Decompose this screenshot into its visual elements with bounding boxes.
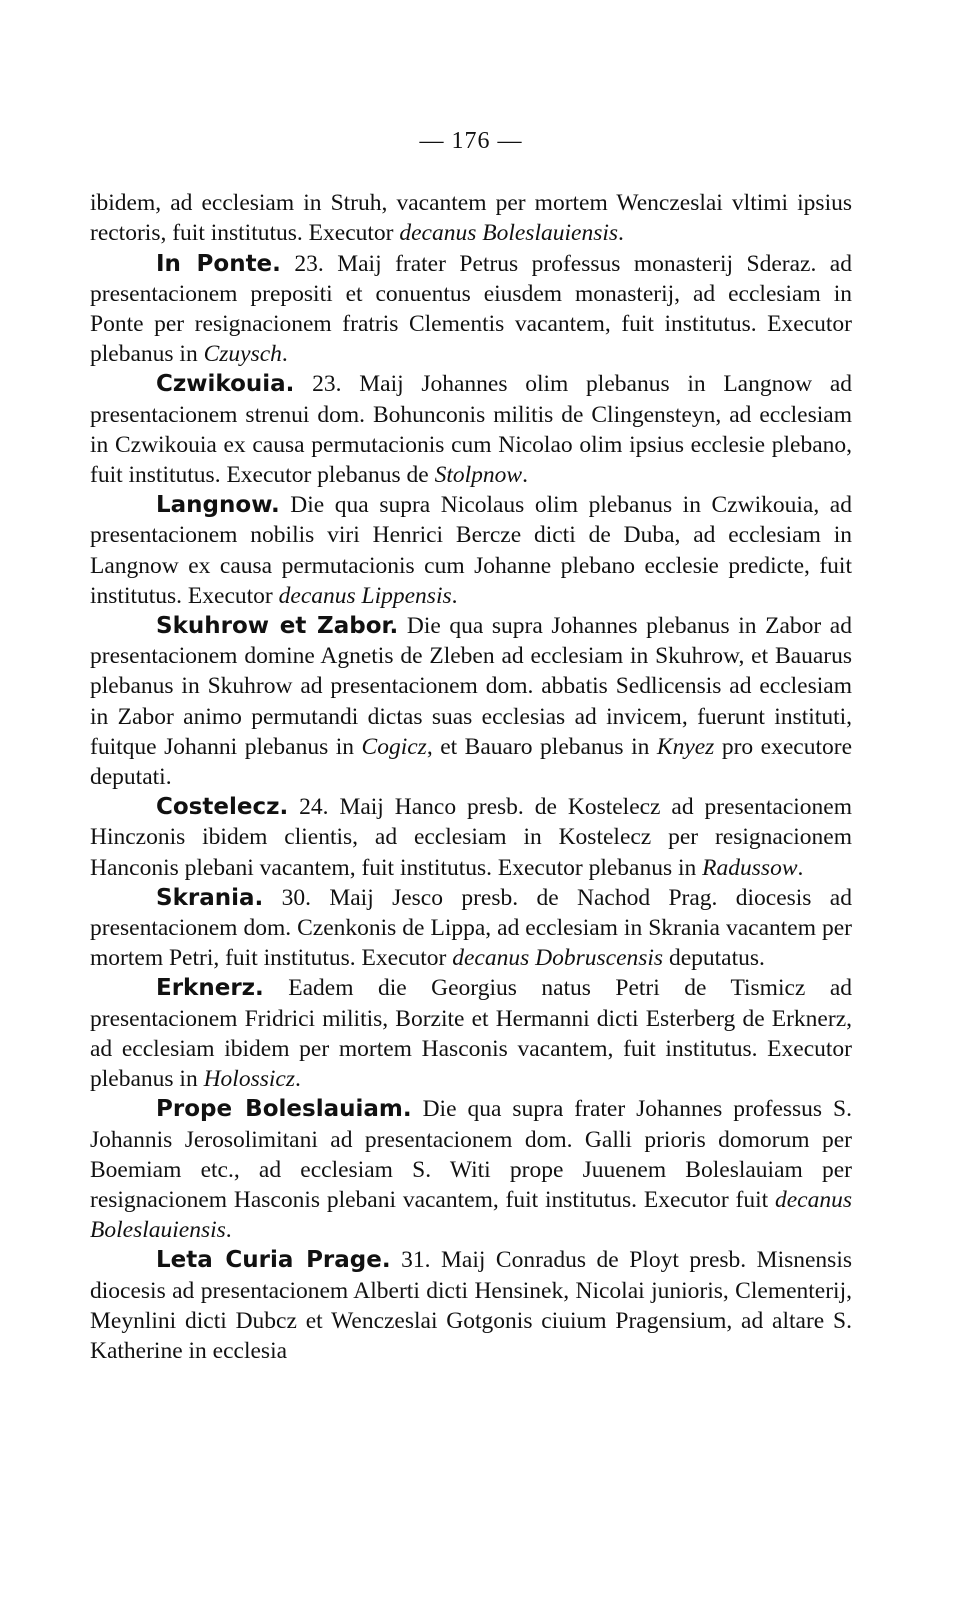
entry-text-mid: , et Bauaro plebanus in [426, 733, 657, 760]
entry-text-end: pro executore deputati. [90, 733, 853, 791]
entry-heading: Langnow. [156, 492, 280, 519]
entry-executor: Radussow [702, 854, 798, 881]
entry-heading: Prope Boleslauiam. [156, 1096, 412, 1123]
entry-text: 23. Maij Johannes olim plebanus in Langnow ad presentacionem strenui dom. Bohunconis militis de Clingensteyn, ad ecclesiam in Czwikouia ex causa permutacionis cum Nicolao olim ipsius ecclesie plebano, fuit institutus. Executor plebanus de [90, 371, 852, 489]
entry-heading: Czwikouia. [156, 371, 295, 398]
entry-heading: Leta Curia Prage. [156, 1247, 391, 1274]
entry-leta-curia-prage [90, 1245, 852, 1366]
entry-text: 31. Maij Conradus de Ployt presb. Misnensis diocesis ad presentacionem Alberti dicti Hensinek, Nicolai junioris, Clementerij, Meynlini dicti Dubcz et Wenczeslai Gotgonis ciuium Pragensium, ad altare S. Katherine in ecclesia [90, 1247, 852, 1364]
entry-text-end: . [797, 854, 804, 881]
entry-text-end: . [522, 462, 528, 489]
entry-skrania [90, 883, 852, 974]
entry-executor: Holossicz [203, 1066, 295, 1093]
entry-executor: decanus Boleslauiensis [90, 1186, 852, 1244]
entry-heading: Erknerz. [156, 975, 264, 1002]
document-page [90, 126, 852, 1366]
entry-text-end: . [451, 582, 458, 609]
entry-text: Die qua supra frater Johannes professus S. Johannis Jerosolimitani ad presentacionem dom. Galli prioris domorum per Boemiam etc., ad ecclesiam S. Witi prope Juuenem Boleslauiam per resignacionem Hasconis plebani vacantem, fuit institutus. Executor fuit [90, 1096, 852, 1213]
entry-in-ponte [90, 249, 852, 370]
entry-heading: In Ponte. [156, 250, 281, 277]
entry-langnow [90, 490, 852, 611]
entry-text: 23. Maij frater Petrus professus monasterij Sderaz. ad presentacionem prepositi et conuentus eiusdem monasterij, ad ecclesiam in Ponte per resignacionem fratris Clementis vacantem, fuit institutus. Executor plebanus in [90, 250, 852, 368]
entry-czwikouia [90, 369, 852, 490]
entry-executor: decanus Boleslauiensis [399, 220, 619, 247]
entry-executor: decanus Dobruscensis [452, 945, 664, 972]
entry-executor-2: Knyez [656, 733, 715, 760]
entry-heading: Costelecz. [156, 794, 289, 821]
entry-heading: Skrania. [156, 884, 264, 911]
entry-text-end: . [294, 1066, 301, 1093]
entry-text-end: . [281, 341, 288, 368]
page-number: — 176 — [419, 128, 523, 154]
entry-prope-boleslauiam [90, 1094, 852, 1245]
entry-executor: decanus Lippensis [278, 582, 452, 609]
entry-text-end: deputatus. [663, 945, 765, 972]
entry-continuation [90, 188, 852, 248]
entry-heading: Skuhrow et Zabor. [156, 613, 399, 640]
entry-text-end: . [225, 1217, 232, 1244]
entry-text: ibidem, ad ecclesiam in Struh, vacantem per mortem Wenczeslai vltimi ipsius rectoris, fuit institutus. Executor [90, 190, 852, 247]
entry-erknerz [90, 973, 852, 1094]
entry-executor: Czuysch [203, 341, 282, 368]
entry-text: Eadem die Georgius natus Petri de Tismicz ad presentacionem Fridrici militis, Borzite et Hermanni dicti Esterberg de Erknerz, ad ecclesiam ibidem per mortem Hasconis vacantem, fuit institutus. Executor plebanus in [90, 975, 852, 1093]
entry-executor: Cogicz [361, 733, 427, 760]
entry-costelecz [90, 792, 852, 883]
entry-text: Die qua supra Nicolaus olim plebanus in Czwikouia, ad presentacionem nobilis viri Henrici Bercze dicti de Duba, ad ecclesiam in Langnow ex causa permutacionis cum Johanne plebano ecclesie predicte, fuit institutus. Executor [90, 492, 852, 609]
entry-executor: Stolpnow [434, 462, 523, 489]
entry-text: 30. Maij Jesco presb. de Nachod Prag. diocesis ad presentacionem dom. Czenkonis de Lippa, ad ecclesiam in Skrania vacantem per mortem Petri, fuit institutus. Executor [90, 884, 852, 972]
entry-skuhrow-zabor [90, 611, 852, 792]
entry-text-end: . [618, 220, 624, 247]
entry-text: 24. Maij Hanco presb. de Kostelecz ad presentacionem Hinczonis ibidem clientis, ad ecclesiam in Kostelecz per resignacionem Hanconis plebani vacantem, fuit institutus. Executor plebanus in [90, 794, 852, 881]
entry-text: Die qua supra Johannes plebanus in Zabor ad presentacionem domine Agnetis de Zleben ad ecclesiam in Skuhrow, et Bauarus plebanus in Skuhrow ad presentacionem dom. abbatis Sedlicensis ad ecclesiam in Zabor animo permutandi dictas suas ecclesias ad invicem, fuerunt instituti, fuitque Johanni plebanus in [90, 613, 852, 760]
